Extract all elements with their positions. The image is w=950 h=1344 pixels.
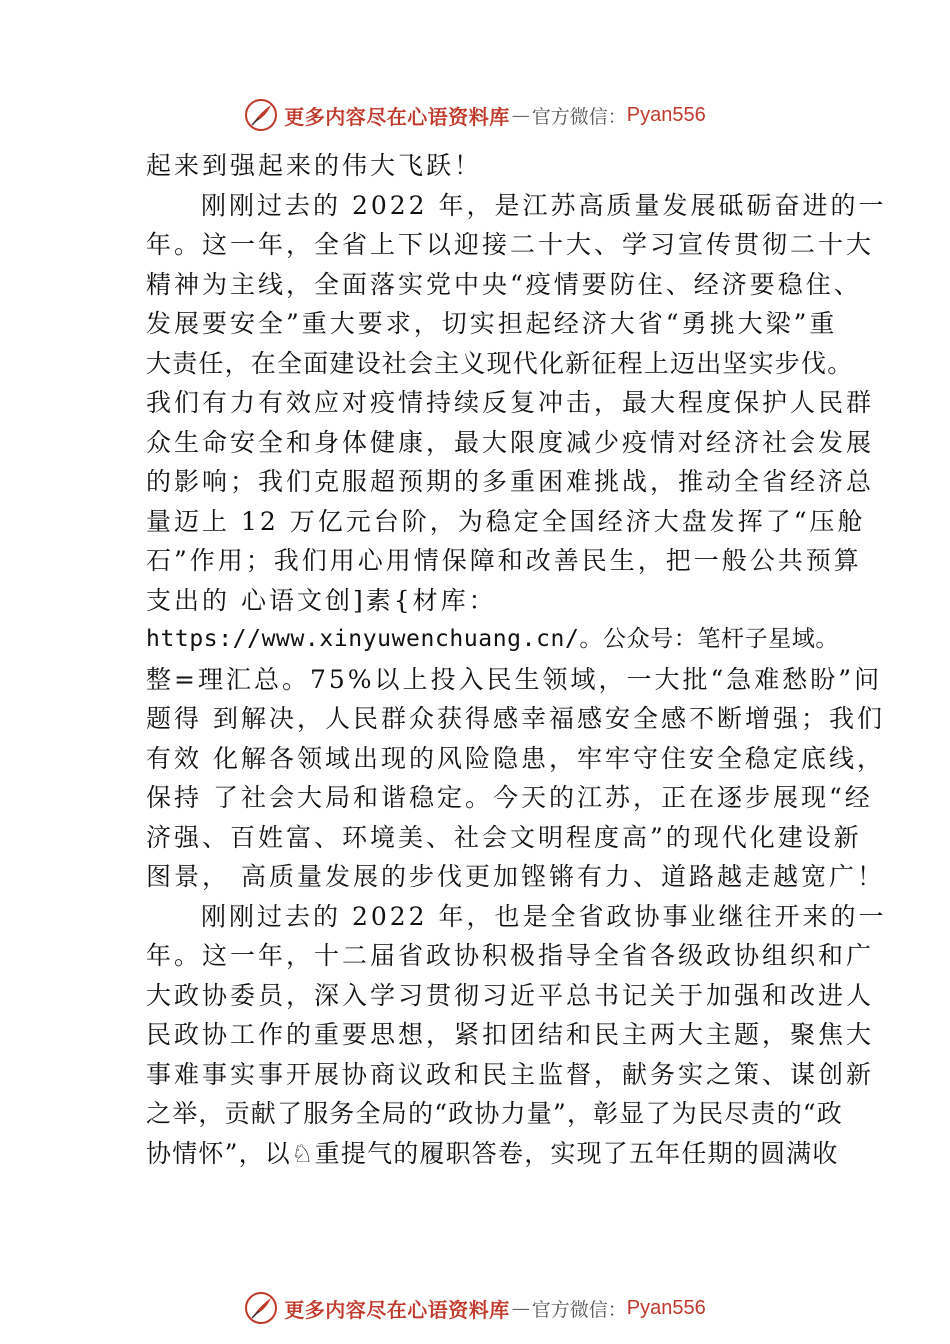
text-line: 精神为主线，全面落实党中央“疫情要防住、经济要稳住、 [146, 269, 862, 299]
footer-wechat-id: Pyan556 [626, 1296, 706, 1319]
footer-separator: — [511, 1297, 530, 1319]
text-line: 我们有力有效应对疫情持续反复冲击，最大程度保护人民群 [146, 388, 875, 417]
text-line: 石”作用；我们用心用情保障和改善民生，把一般公共预算 [146, 546, 862, 575]
text-line: 图景， 高质量发展的步伐更加铿锵有力、道路越走越宽广！ [146, 862, 885, 891]
text-line: 保持 了社会大局和谐稳定。今天的江苏，正在逐步展现“经 [146, 783, 873, 812]
feather-logo-icon [244, 1291, 278, 1325]
paragraph-start-line: 刚刚过去的 2022 年，也是全省政协事业继往开来的一 [201, 901, 887, 931]
text-line: 支出的 心语文创]素{材库： [146, 585, 497, 615]
text-line: 事难事实事开展协商议政和民主监督，献务实之策、谋创新 [146, 1059, 875, 1089]
header-wechat-id: Pyan556 [626, 103, 706, 126]
text-line: 大政协委员，深入学习贯彻习近平总书记关于加强和改进人 [146, 980, 875, 1010]
text-line: 量迈上 12 万亿元台阶，为稳定全国经济大盘发挥了“压舱 [146, 506, 866, 536]
url-line: https://www.xinyuwenchuang.cn/。公众号：笔杆子星域。 [146, 626, 840, 652]
text-line: 大责任，在全面建设社会主义现代化新征程上迈出坚实步伐。 [146, 348, 854, 378]
text-line: 起来到强起来的伟大飞跃！ [146, 151, 483, 180]
footer-promo-text: 更多内容尽在心语资料库 [284, 1297, 510, 1322]
paragraph-start-line: 刚刚过去的 2022 年，是江苏高质量发展砥砺奋进的一 [201, 190, 887, 220]
text-line: 题得 到解决，人民群众获得感幸福感安全感不断增强；我们 [146, 704, 885, 733]
text-line: 众生命安全和身体健康，最大限度减少疫情对经济社会发展 [146, 427, 875, 457]
text-line: 济强、百姓富、环境美、社会文明程度高”的现代化建设新 [146, 822, 862, 852]
text-line: 的影响；我们克服超预期的多重困难挑战，推动全省经济总 [146, 467, 875, 496]
text-line: 年。这一年，全省上下以迎接二十大、学习宣传贯彻二十大 [146, 230, 875, 259]
header-banner [0, 95, 950, 135]
header-promo-text: 更多内容尽在心语资料库 [284, 104, 510, 129]
text-line: 有效 化解各领域出现的风险隐患，牢牢守住安全稳定底线， [146, 743, 885, 773]
footer-wechat-label: 官方微信： [531, 1298, 627, 1321]
document-body [146, 146, 887, 1173]
header-wechat-label: 官方微信： [531, 105, 627, 128]
feather-logo-icon [244, 98, 278, 132]
text-line: 年。这一年，十二届省政协积极指导全省各级政协组织和广 [146, 941, 875, 970]
text-line: 整=理汇总。75%以上投入民生领域，一大批“急难愁盼”问 [146, 664, 883, 694]
text-line: 发展要安全”重大要求，切实担起经济大省“勇挑大梁”重 [146, 309, 838, 338]
text-line: 协情怀”，以♘重提气的履职答卷，实现了五年任期的圆满收 [146, 1138, 839, 1168]
text-line: 民政协工作的重要思想，紧扣团结和民主两大主题，聚焦大 [146, 1020, 875, 1049]
text-line: 之举，贡献了服务全局的“政协力量”，彰显了为民尽责的“政 [146, 1099, 843, 1128]
footer-banner [0, 1288, 950, 1328]
header-separator: — [511, 104, 530, 126]
